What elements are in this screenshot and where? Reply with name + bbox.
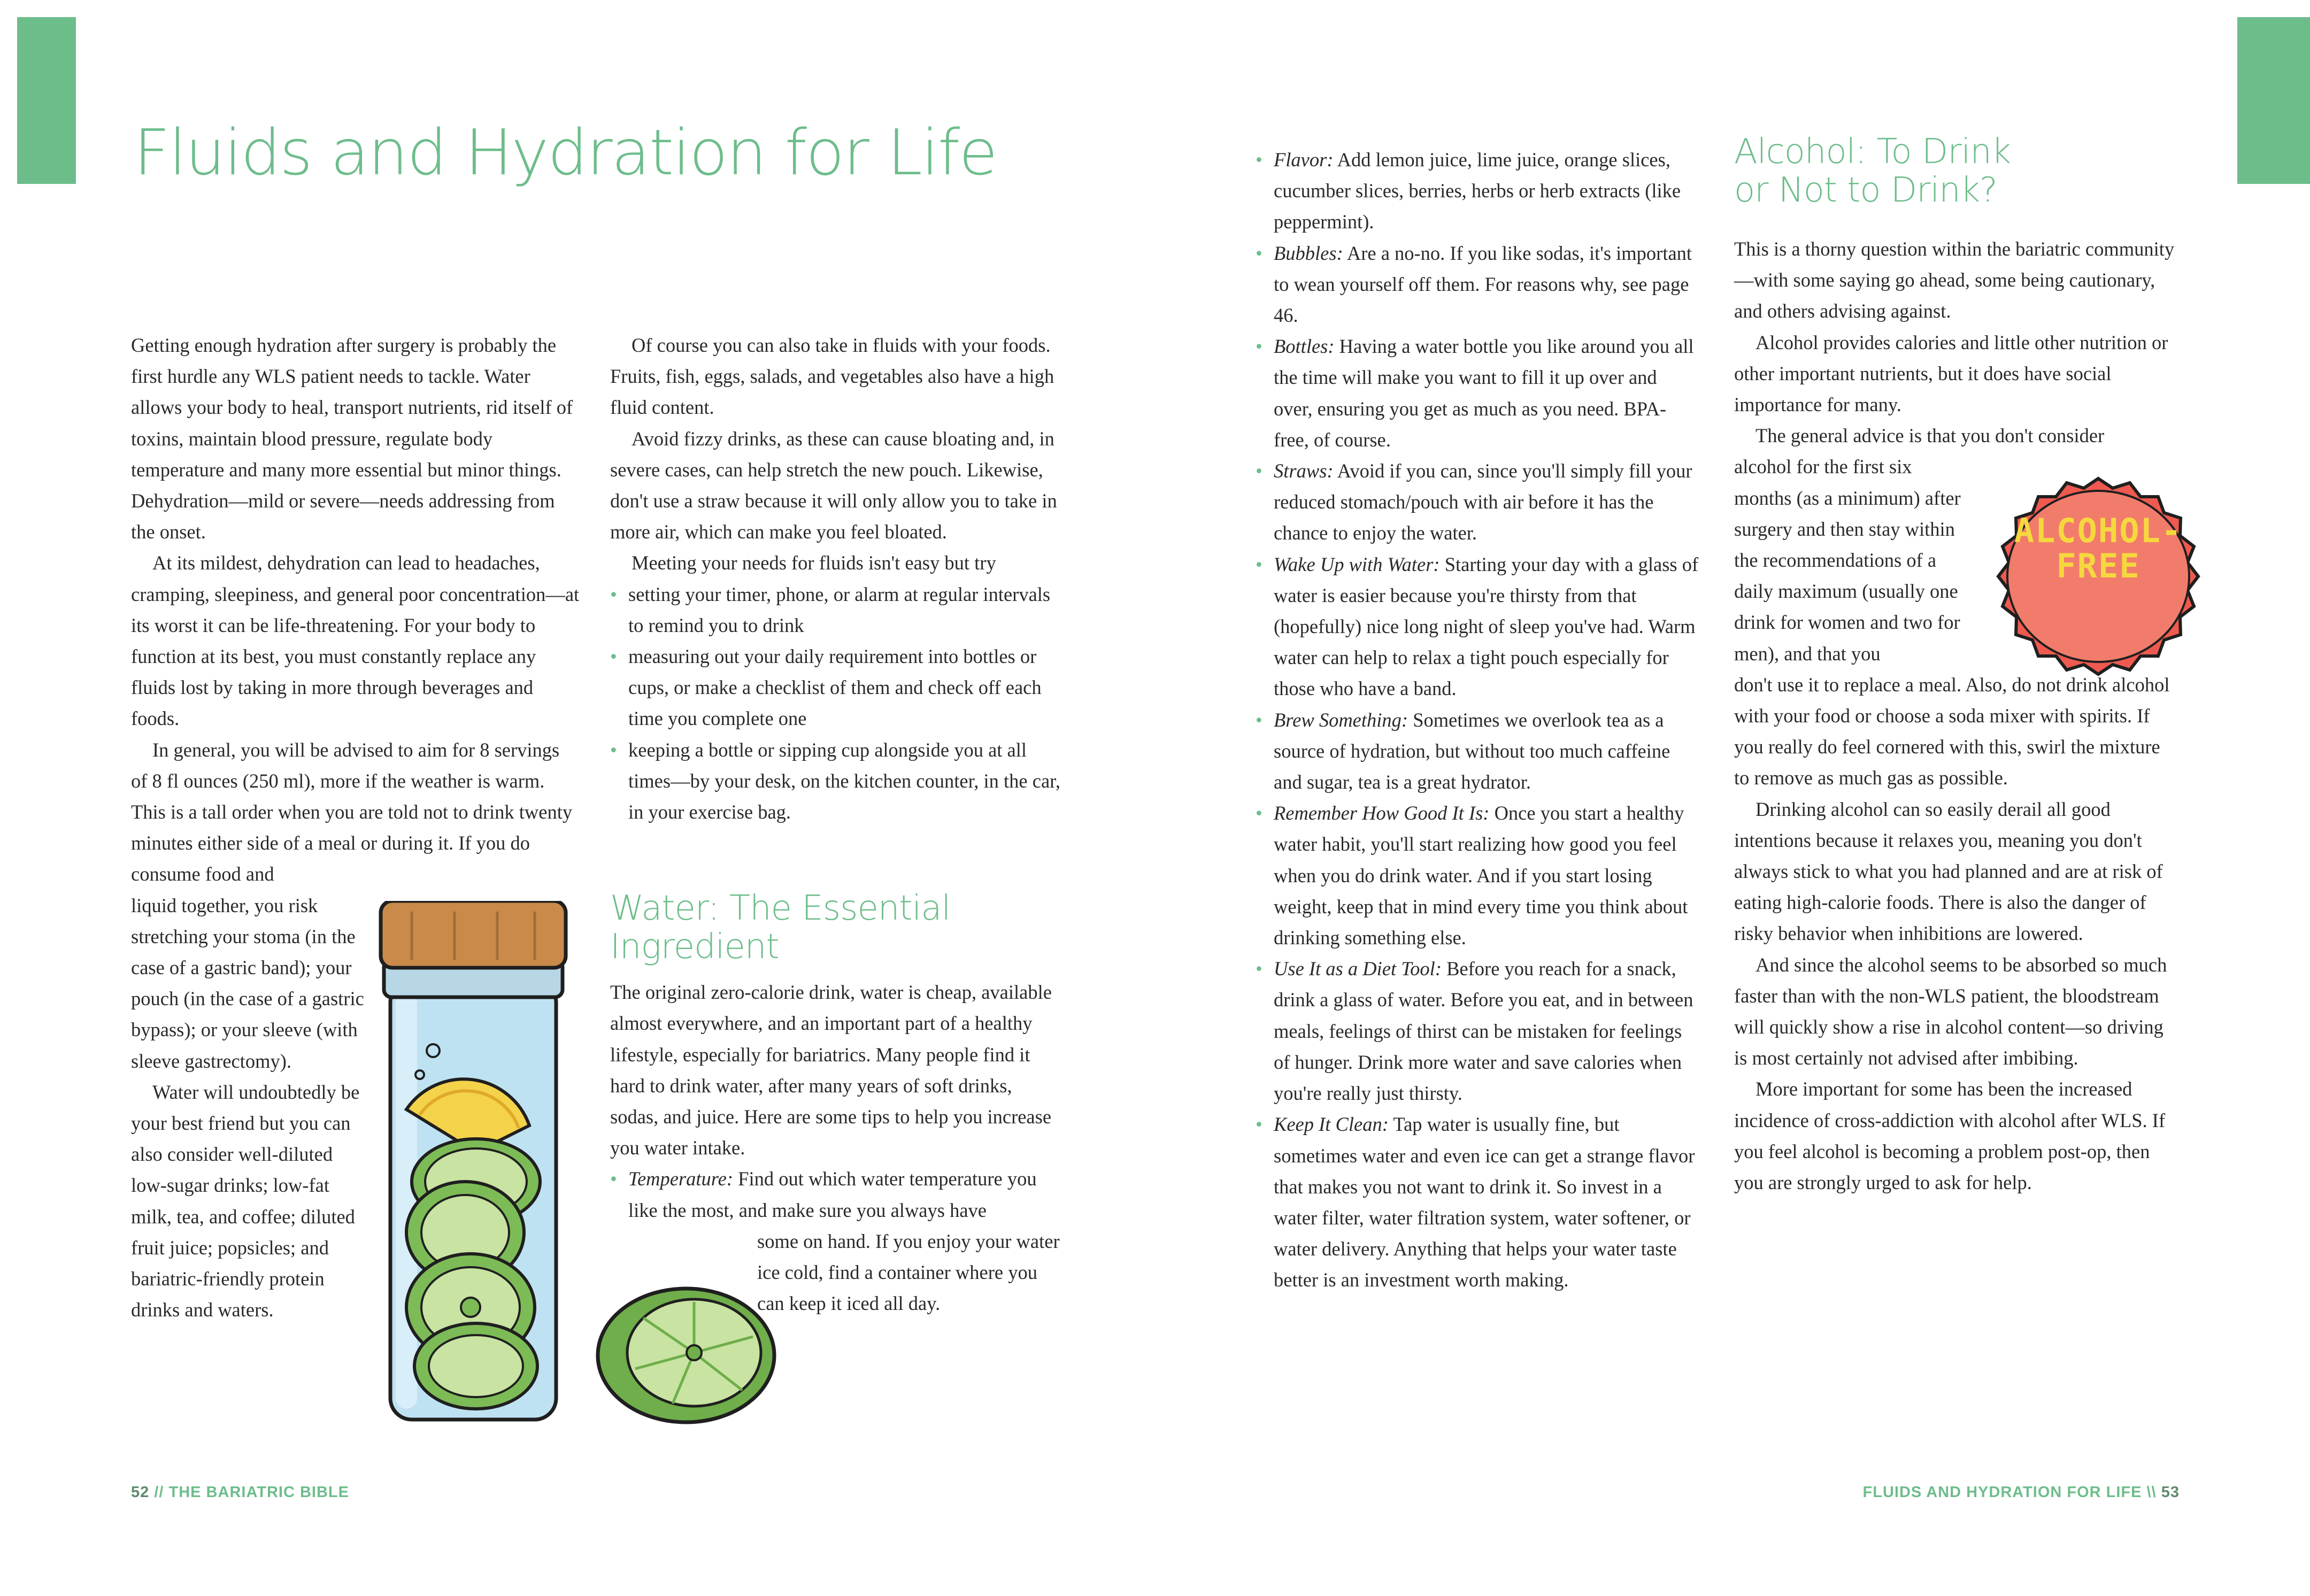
list-item: • Use It as a Diet Tool: Before you reach for a snack, drink a glass of water. Before you eat, and in between meals, feelings of thirst can be mistaken for feelings of hunger. Drink more water and save calories when you're really just thirsty.: [1256, 953, 1699, 1109]
badge-text: ALCOHOL- FREE: [2014, 511, 2183, 585]
section-title-water: Water: The Essential Ingredient: [610, 889, 951, 967]
paragraph: Drinking alcohol can so easily derail all good intentions because it relaxes you, meaning you don't always stick to what you had planned and are at risk of eating high-calorie foods. There is also the danger of risky behavior when inhibitions are lowered.: [1734, 798, 2163, 945]
paragraph: The original zero-calorie drink, water is cheap, available almost everywhere, and an important part of a healthy lifestyle, especially for bariatrics. Many people find it hard to drink water, after many years of soft drinks, sodas, and juice. Here are some tips to help you increase you water intake.: [610, 981, 1052, 1159]
list-item: • Straws: Avoid if you can, since you'll simply fill your reduced stomach/pouch with air before it has the chance to enjoy the water.: [1256, 456, 1699, 549]
paragraph: In general, you will be advised to aim for 8 servings of 8 fl ounces (250 ml), more if the weather is warm. This is a tall order when you are told not to drink twenty minutes either side of a meal or during it. If you do consume food and: [131, 738, 573, 885]
list-item: • measuring out your daily requirement into bottles or cups, or make a checklist of them and check off each time you complete one: [610, 641, 1062, 735]
page-title: Fluids and Hydration for Life: [134, 115, 997, 189]
list-item: • keeping a bottle or sipping cup alongside you at all times—by your desk, on the kitchen counter, in the car, in your exercise bag.: [610, 735, 1062, 828]
paragraph: Water will undoubtedly be your best friend but you can also consider well-diluted low-sugar drinks; low-fat milk, tea, and coffee; diluted fruit juice; popsicles; and bariatric-friendly protein drinks and waters.: [131, 1081, 360, 1321]
paragraph: At its mildest, dehydration can lead to headaches, cramping, sleepiness, and general poor concentration—at its worst it can be life-threatening. For your body to function at its best, you must constantly replace any fluids lost by taking in more through beverages and foods.: [131, 552, 580, 730]
paragraph: Getting enough hydration after surgery is probably the first hurdle any WLS patient needs to tackle. Water allows your body to heal, transport nutrients, rid itself of toxins, maintain blood pressure, regulate body temperature and many more essential but minor things. Dehydration—mild or severe—needs addressing from the onset.: [131, 334, 573, 543]
list-item: • Remember How Good It Is: Once you start a healthy water habit, you'll start realizing how good you feel when you do drink water. And if you start losing weight, keep that in mind every time you think about drinking something else.: [1256, 798, 1699, 953]
footer-right: FLUIDS AND HYDRATION FOR LIFE \\ 53: [1862, 1484, 2180, 1501]
paragraph: Avoid fizzy drinks, as these can cause bloating and, in severe cases, can help stretch the new pouch. Likewise, don't use a straw because it will only allow you to take in more air, which can make you feel bloated.: [610, 427, 1057, 543]
list-item: • Wake Up with Water: Starting your day with a glass of water is easier because you're thirsty from that (hopefully) nice long night of sleep you've had. Warm water can help to relax a tight pouch especially for those who have a band.: [1256, 549, 1699, 705]
paragraph: The general advice is that you don't consider: [1755, 425, 2105, 447]
list-item: • Bottles: Having a water bottle you like around you all the time will make you want to fill it up over and over, ensuring you get as much as you need. BPA-free, of course.: [1256, 331, 1699, 456]
chapter-tab-left: [17, 17, 76, 184]
paragraph: And since the alcohol seems to be absorbed so much faster than with the non-WLS patient, the bloodstream will quickly show a rise in alcohol content—so driving is most certainly not advised after imbibing.: [1734, 953, 2167, 1069]
column-2: [610, 330, 1062, 1319]
paragraph: liquid together, you risk stretching your stoma (in the case of a gastric band); your pouch (in the case of a gastric bypass); or your sleeve (with sleeve gastrectomy).: [131, 894, 364, 1072]
lime-half-illustration: [592, 1278, 785, 1428]
paragraph: Meeting your needs for fluids isn't easy but try: [632, 552, 996, 574]
list-item: • Brew Something: Sometimes we overlook tea as a source of hydration, but without too much caffeine and sugar, tea is a great hydrator.: [1256, 705, 1699, 798]
paragraph: don't use it to replace a meal. Also, do not drink alcohol with your food or choose a soda mixer with spirits. If you really do feel cornered with this, swirl the mixture to remove as much gas as possible.: [1734, 673, 2170, 789]
water-bottle-illustration: [369, 901, 583, 1425]
list-item: • Temperature: Find out which water temperature you like the most, and make sure you always have: [610, 1163, 1062, 1225]
paragraph: Alcohol provides calories and little other nutrition or other important nutrients, but it does have social importance for many.: [1734, 331, 2168, 416]
list-item: • Keep It Clean: Tap water is usually fine, but sometimes water and even ice can get a strange flavor that makes you not want to drink it. So invest in a water filter, water filtration system, water softener, or water delivery. Anything that helps your water taste better is an investment worth making.: [1256, 1109, 1699, 1296]
list-item: • Flavor: Add lemon juice, lime juice, orange slices, cucumber slices, berries, herbs or herb extracts (like peppermint).: [1256, 144, 1699, 238]
chapter-tab-right: [2237, 17, 2310, 184]
footer-left: 52 // THE BARIATRIC BIBLE: [131, 1484, 349, 1501]
section-title-alcohol: Alcohol: To Drink or Not to Drink?: [1734, 132, 2011, 210]
alcohol-free-bottle-cap: [1975, 462, 2222, 692]
column-3: [1256, 144, 1699, 1296]
list-item: • Bubbles: Are a no-no. If you like sodas, it's important to wean yourself off them. For reasons why, see page 46.: [1256, 238, 1699, 331]
list-item: • setting your timer, phone, or alarm at regular intervals to remind you to drink: [610, 579, 1062, 641]
paragraph: some on hand. If you enjoy your water ice cold, find a container where you can keep it iced all day.: [757, 1230, 1060, 1315]
paragraph: More important for some has been the increased incidence of cross-addiction with alcohol after WLS. If you feel alcohol is becoming a problem post-op, then you are strongly urged to ask for help.: [1734, 1078, 2166, 1194]
paragraph: This is a thorny question within the bariatric community—with some saying go ahead, some being cautionary, and others advising against.: [1734, 238, 2175, 322]
paragraph: alcohol for the first six months (as a minimum) after surgery and then stay within the recommendations of a daily maximum (usually one drink for women and two for men), and that you: [1734, 456, 1961, 665]
paragraph: Of course you can also take in fluids with your foods. Fruits, fish, eggs, salads, and vegetables also have a high fluid content.: [610, 334, 1054, 419]
